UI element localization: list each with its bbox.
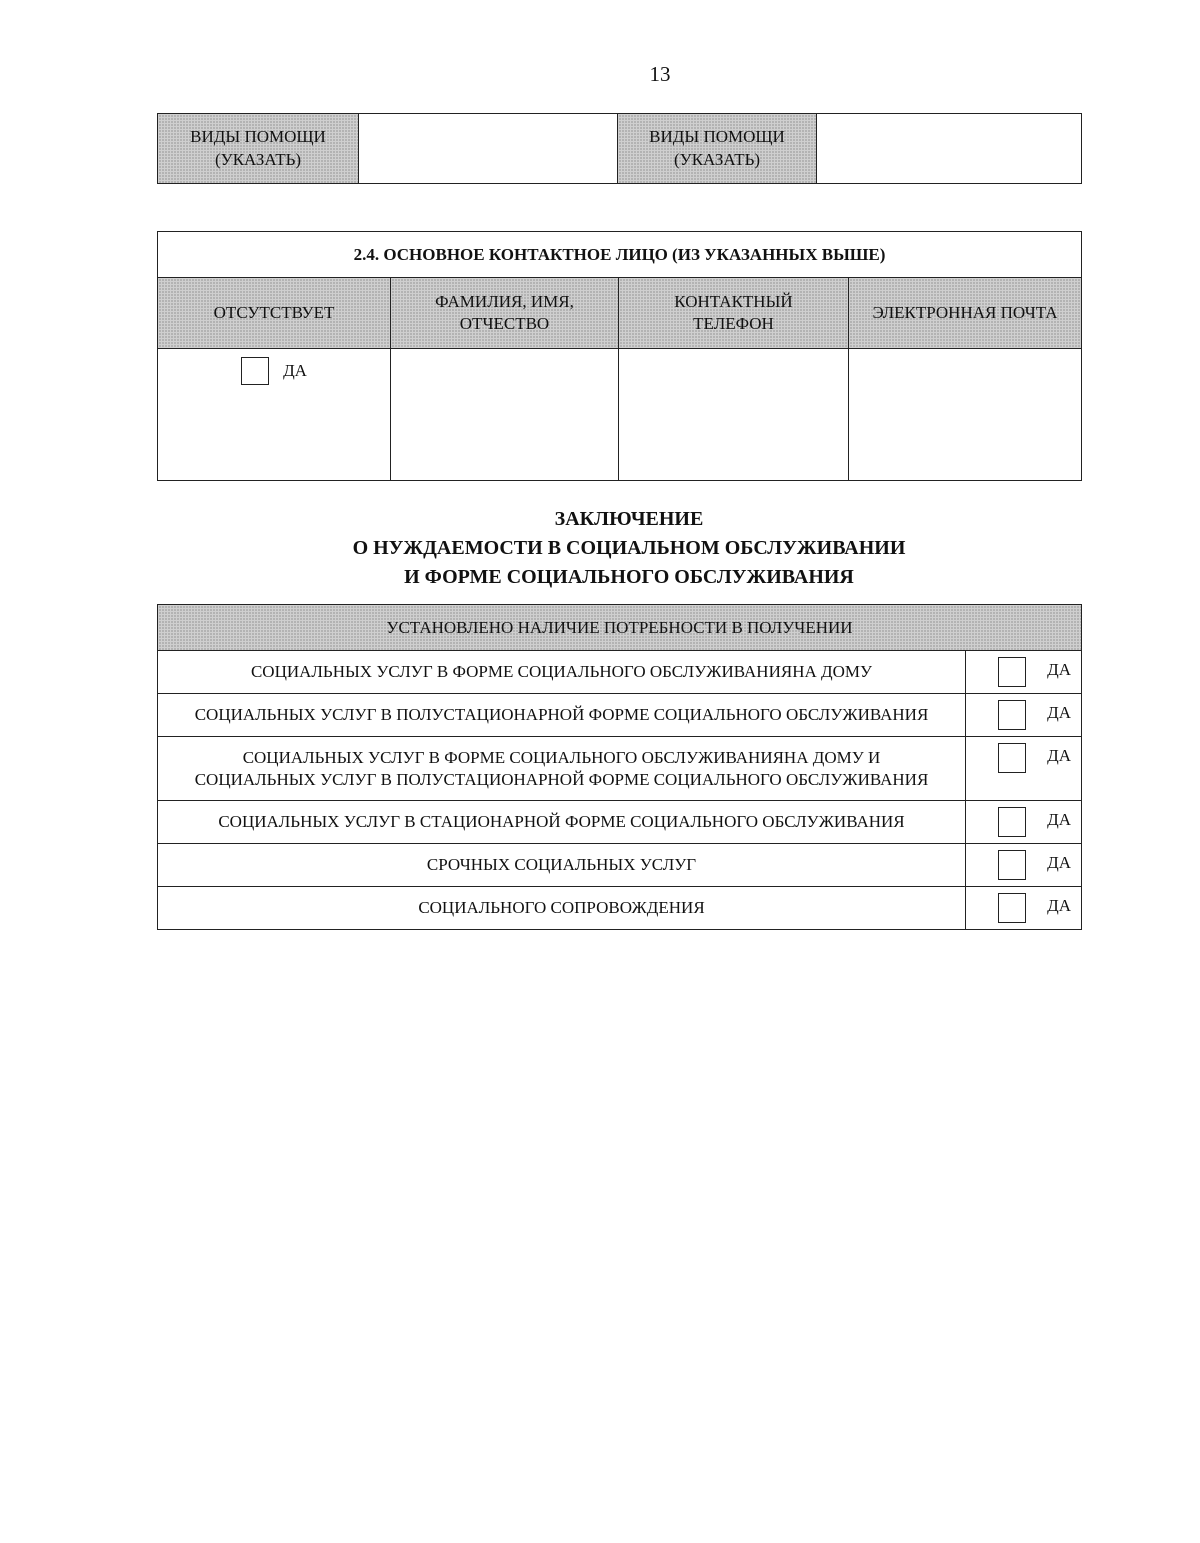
need-row-label-line2: СОЦИАЛЬНЫХ УСЛУГ В ПОЛУСТАЦИОНАРНОЙ ФОРМЕ СОЦИАЛЬНОГО ОБСЛУЖИВАНИЯ bbox=[194, 769, 929, 789]
header-email-line1: ЭЛЕКТРОННАЯ ПОЧТА bbox=[872, 302, 1058, 322]
header-email bbox=[849, 278, 1082, 349]
need-row-checkbox[interactable] bbox=[998, 743, 1026, 773]
need-row-label-line1: СОЦИАЛЬНЫХ УСЛУГ В ФОРМЕ СОЦИАЛЬНОГО ОБСЛУЖИВАНИЯНА ДОМУ И bbox=[242, 748, 881, 768]
full-name-field[interactable] bbox=[391, 349, 619, 481]
conclusion-line2: О НУЖДАЕМОСТИ В СОЦИАЛЬНОМ ОБСЛУЖИВАНИИ bbox=[352, 537, 906, 559]
help-types-label-left-line2: (УКАЗАТЬ) bbox=[215, 149, 301, 169]
help-types-label-right bbox=[618, 114, 817, 184]
header-phone-line1: КОНТАКТНЫЙ bbox=[674, 291, 793, 311]
absent-checkbox[interactable] bbox=[241, 357, 269, 385]
need-row-yes-cell bbox=[966, 887, 1082, 930]
need-row-checkbox[interactable] bbox=[998, 700, 1026, 730]
header-full-name bbox=[391, 278, 619, 349]
header-full-name-line1: ФАМИЛИЯ, ИМЯ, bbox=[435, 291, 574, 311]
conclusion-line1: ЗАКЛЮЧЕНИЕ bbox=[554, 508, 704, 530]
need-row-yes-label: ДА bbox=[1047, 896, 1071, 915]
need-row-yes-label: ДА bbox=[1047, 853, 1071, 872]
need-row-label-line1: СОЦИАЛЬНЫХ УСЛУГ В СТАЦИОНАРНОЙ ФОРМЕ СОЦИАЛЬНОГО ОБСЛУЖИВАНИЯ bbox=[218, 812, 905, 832]
help-types-label-right-line2: (УКАЗАТЬ) bbox=[674, 149, 760, 169]
need-row-checkbox[interactable] bbox=[998, 657, 1026, 687]
header-phone-line2: ТЕЛЕФОН bbox=[693, 314, 774, 333]
need-row-label-line1: СОЦИАЛЬНОГО СОПРОВОЖДЕНИЯ bbox=[418, 898, 705, 918]
header-absent bbox=[158, 278, 391, 349]
absent-yes-label: ДА bbox=[283, 361, 307, 380]
need-row-label bbox=[158, 844, 966, 887]
header-absent-line1: ОТСУТСТВУЕТ bbox=[213, 302, 335, 322]
need-row-yes-cell bbox=[966, 694, 1082, 737]
need-row-checkbox[interactable] bbox=[998, 893, 1026, 923]
need-row-yes-cell bbox=[966, 844, 1082, 887]
need-row-label bbox=[158, 694, 966, 737]
help-types-label-right-line1: ВИДЫ ПОМОЩИ bbox=[649, 127, 785, 147]
help-types-label-left bbox=[158, 114, 359, 184]
email-field[interactable] bbox=[849, 349, 1082, 481]
help-types-input-right[interactable] bbox=[817, 114, 1082, 184]
need-row-label bbox=[158, 737, 966, 801]
need-row-checkbox[interactable] bbox=[998, 807, 1026, 837]
absent-cell bbox=[158, 349, 391, 481]
need-row-yes-label: ДА bbox=[1047, 660, 1071, 679]
need-row-label-line1: СОЦИАЛЬНЫХ УСЛУГ В ПОЛУСТАЦИОНАРНОЙ ФОРМЕ СОЦИАЛЬНОГО ОБСЛУЖИВАНИЯ bbox=[194, 705, 929, 725]
help-types-input-left[interactable] bbox=[359, 114, 618, 184]
header-full-name-line2: ОТЧЕСТВО bbox=[459, 314, 550, 333]
need-row-checkbox[interactable] bbox=[998, 850, 1026, 880]
needs-table-header: УСТАНОВЛЕНО НАЛИЧИЕ ПОТРЕБНОСТИ В ПОЛУЧЕНИИ bbox=[158, 605, 1082, 651]
contact-person-table bbox=[157, 231, 1082, 481]
need-row-yes-cell bbox=[966, 737, 1082, 801]
need-row-yes-label: ДА bbox=[1047, 746, 1071, 765]
needs-table bbox=[157, 604, 1082, 930]
header-phone bbox=[619, 278, 849, 349]
conclusion-line3: И ФОРМЕ СОЦИАЛЬНОГО ОБСЛУЖИВАНИЯ bbox=[404, 566, 854, 588]
need-row-label-line1: СРОЧНЫХ СОЦИАЛЬНЫХ УСЛУГ bbox=[426, 855, 697, 875]
need-row-yes-label: ДА bbox=[1047, 703, 1071, 722]
need-row-label bbox=[158, 651, 966, 694]
phone-field[interactable] bbox=[619, 349, 849, 481]
need-row-yes-label: ДА bbox=[1047, 810, 1071, 829]
page-number: 13 bbox=[649, 62, 671, 86]
need-row-label bbox=[158, 801, 966, 844]
need-row-yes-cell bbox=[966, 651, 1082, 694]
help-types-label-left-line1: ВИДЫ ПОМОЩИ bbox=[190, 127, 326, 147]
need-row-yes-cell bbox=[966, 801, 1082, 844]
need-row-label-line1: СОЦИАЛЬНЫХ УСЛУГ В ФОРМЕ СОЦИАЛЬНОГО ОБСЛУЖИВАНИЯНА ДОМУ bbox=[250, 662, 873, 682]
help-types-table bbox=[157, 113, 1082, 184]
conclusion-heading bbox=[157, 505, 1101, 592]
contact-table-title: 2.4. ОСНОВНОЕ КОНТАКТНОЕ ЛИЦО (ИЗ УКАЗАННЫХ ВЫШЕ) bbox=[158, 232, 1082, 278]
need-row-label bbox=[158, 887, 966, 930]
